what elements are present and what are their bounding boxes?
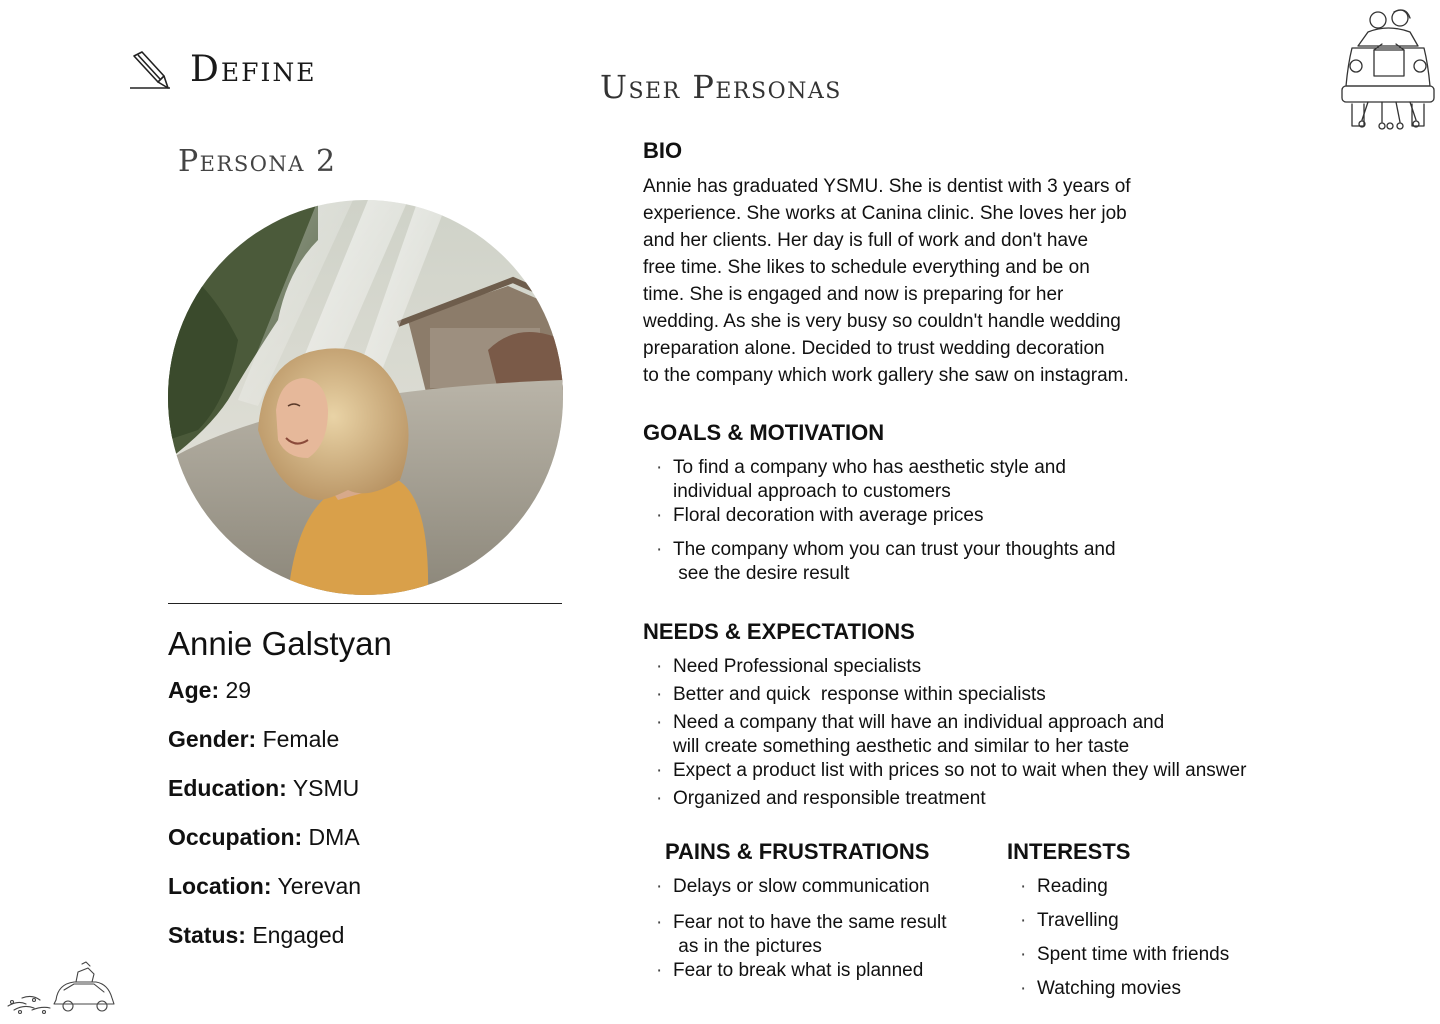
list-item — [1020, 909, 1119, 933]
list-item-text: Delays or slow communication — [673, 876, 930, 897]
list-item-text: Fear not to have the same result — [673, 912, 947, 933]
list-item — [656, 683, 1046, 707]
list-item-text: Travelling — [1037, 910, 1119, 931]
wedding-car-icon — [4, 960, 120, 1016]
list-item-text: Spent time with friends — [1037, 944, 1230, 965]
list-item-text: Organized and responsible treatment — [673, 788, 986, 809]
list-item — [656, 655, 922, 679]
fact-education — [168, 774, 359, 802]
bullet-icon: · — [1020, 944, 1027, 965]
bullet-icon: · — [656, 712, 663, 733]
fact-value: DMA — [302, 824, 360, 850]
bio-heading: BIO — [643, 138, 683, 163]
list-item — [656, 787, 986, 811]
list-item-text: To find a company who has aesthetic style and — [673, 457, 1066, 478]
bio-text — [643, 173, 1203, 389]
bullet-icon: · — [656, 684, 663, 705]
fact-key: Age: — [168, 677, 220, 703]
bio-line: wedding. As she is very busy so couldn't handle wedding — [643, 311, 1121, 332]
list-item-text: as in the pictures — [673, 936, 822, 957]
list-item — [656, 875, 930, 899]
list-item-text: Expect a product list with prices so not to wait when they will answer — [673, 760, 1247, 781]
bullet-icon: · — [656, 960, 663, 981]
list-item — [656, 538, 1116, 586]
fact-value: YSMU — [286, 775, 360, 801]
list-item — [656, 504, 984, 528]
bullet-icon: · — [1020, 978, 1027, 999]
fact-value: 29 — [219, 677, 252, 703]
bio-line: to the company which work gallery she saw on instagram. — [643, 365, 1129, 386]
list-item-text: The company whom you can trust your thoughts and — [673, 539, 1116, 560]
fact-key: Education: — [168, 775, 287, 801]
list-item-text: see the desire result — [673, 563, 850, 584]
section-title: User Personas — [600, 68, 842, 106]
bio-line: experience. She works at Canina clinic. She loves her job — [643, 203, 1127, 224]
bullet-icon: · — [1020, 910, 1027, 931]
list-item-text: will create something aesthetic and similar to her taste — [673, 736, 1130, 757]
divider — [168, 603, 562, 604]
persona-photo — [168, 200, 563, 595]
list-item-text: Need a company that will have an individual approach and — [673, 712, 1165, 733]
persona-label: Persona 2 — [178, 144, 337, 179]
bullet-icon: · — [656, 876, 663, 897]
fact-gender — [168, 725, 339, 753]
fact-value: Yerevan — [271, 873, 362, 899]
fact-key: Gender: — [168, 726, 257, 752]
fact-status — [168, 921, 344, 949]
pencil-icon — [128, 48, 172, 92]
fact-occupation — [168, 823, 360, 851]
fact-age — [168, 676, 251, 704]
bullet-icon: · — [656, 788, 663, 809]
define-title: Define — [190, 49, 317, 90]
bio-line: time. She is engaged and now is preparing for her — [643, 284, 1064, 305]
list-item — [656, 759, 1247, 783]
needs-heading: NEEDS & EXPECTATIONS — [643, 619, 915, 644]
fact-value: Engaged — [245, 922, 345, 948]
bullet-icon: · — [656, 505, 663, 526]
goals-heading: GOALS & MOTIVATION — [643, 420, 885, 445]
fact-value: Female — [256, 726, 340, 752]
persona-name: Annie Galstyan — [168, 625, 392, 662]
list-item — [656, 911, 947, 959]
fact-key: Occupation: — [168, 824, 303, 850]
wedding-car-icon — [1338, 4, 1438, 132]
list-item-text: Reading — [1037, 876, 1108, 897]
interests-heading: INTERESTS — [1007, 839, 1131, 864]
list-item-text: individual approach to customers — [673, 481, 951, 502]
bio-line: Annie has graduated YSMU. She is dentist with 3 years of — [643, 176, 1131, 197]
list-item-text: Better and quick response within specialists — [673, 684, 1046, 705]
list-item-text: Fear to break what is planned — [673, 960, 924, 981]
bio-line: and her clients. Her day is full of work and don't have — [643, 230, 1089, 251]
list-item — [1020, 943, 1230, 967]
list-item-text: Need Professional specialists — [673, 656, 922, 677]
bullet-icon: · — [656, 760, 663, 781]
list-item — [1020, 875, 1108, 899]
list-item — [656, 959, 924, 983]
list-item — [656, 456, 1066, 504]
bio-line: preparation alone. Decided to trust wedding decoration — [643, 338, 1105, 359]
list-item-text: Floral decoration with average prices — [673, 505, 984, 526]
bullet-icon: · — [656, 912, 663, 933]
list-item-text: Watching movies — [1037, 978, 1181, 999]
list-item — [1020, 977, 1181, 1001]
bullet-icon: · — [656, 656, 663, 677]
fact-key: Status: — [168, 922, 246, 948]
bullet-icon: · — [656, 539, 663, 560]
fact-location — [168, 872, 361, 900]
bio-line: free time. She likes to schedule everything and be on — [643, 257, 1090, 278]
bullet-icon: · — [1020, 876, 1027, 897]
list-item — [656, 711, 1165, 759]
pains-heading: PAINS & FRUSTRATIONS — [665, 839, 930, 864]
bullet-icon: · — [656, 457, 663, 478]
fact-key: Location: — [168, 873, 272, 899]
